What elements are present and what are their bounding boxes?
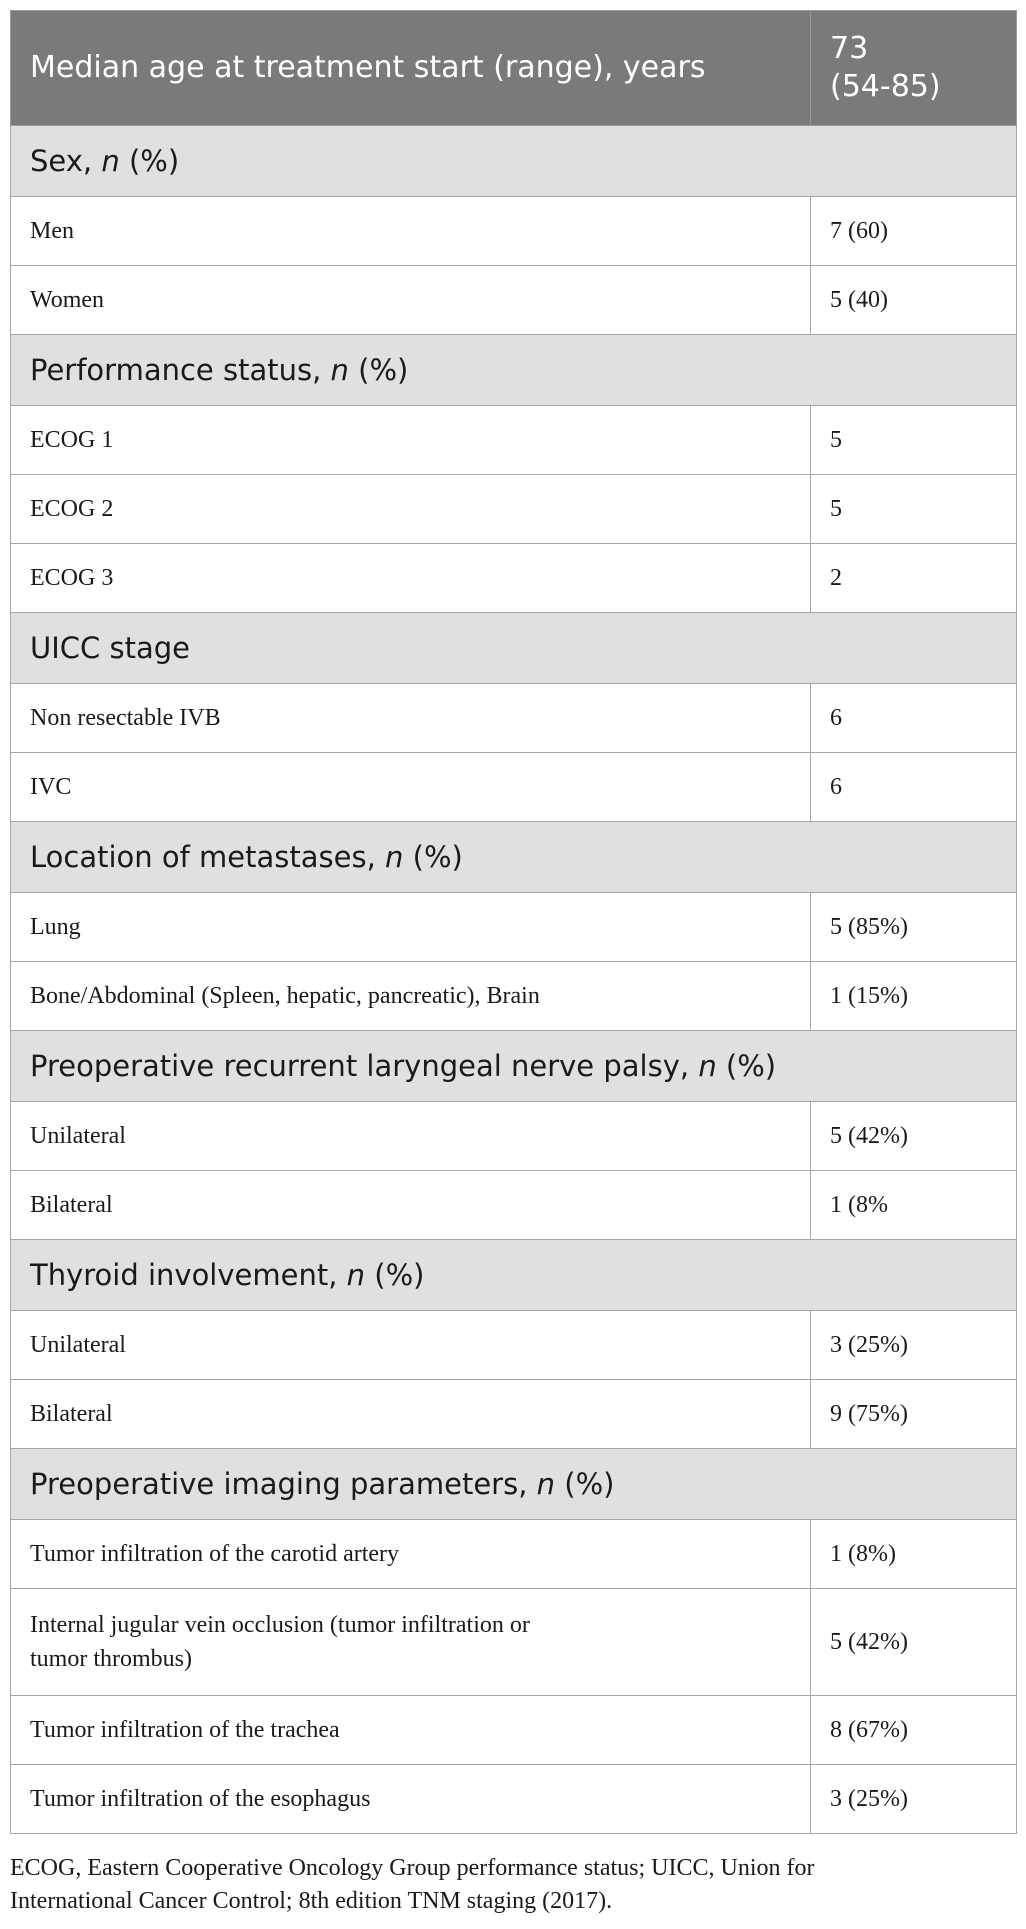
row-label: Unilateral [11,1311,811,1380]
row-label: ECOG 1 [11,406,811,475]
row-label: Tumor infiltration of the trachea [11,1696,811,1765]
table-row [11,406,1017,475]
row-value: 5 (85%) [811,893,1017,962]
row-label: Women [11,266,811,335]
row-label: Tumor infiltration of the carotid artery [11,1520,811,1589]
section-title-suffix: (%) [365,1258,425,1292]
table-row [11,197,1017,266]
table-row [11,962,1017,1031]
section-title [11,613,1017,684]
table-row [11,266,1017,335]
table-row [11,684,1017,753]
table-row [11,1311,1017,1380]
row-value: 1 (15%) [811,962,1017,1031]
section-title-text: Sex, [30,144,102,178]
row-value: 3 (25%) [811,1311,1017,1380]
row-value: 1 (8% [811,1171,1017,1240]
section-title-suffix: (%) [403,840,463,874]
row-label: Lung [11,893,811,962]
row-value: 5 [811,406,1017,475]
section-title-text: Performance status, [30,353,331,387]
row-value: 5 (40) [811,266,1017,335]
section-row [11,335,1017,406]
section-title [11,1240,1017,1311]
row-value: 3 (25%) [811,1765,1017,1834]
header-label: Median age at treatment start (range), years [11,11,811,126]
header-value-line1: 73 [830,31,869,66]
row-label: Unilateral [11,1102,811,1171]
section-title [11,335,1017,406]
row-label: ECOG 3 [11,544,811,613]
row-label [11,1589,811,1696]
row-value: 6 [811,684,1017,753]
table-row [11,1589,1017,1696]
section-row [11,1240,1017,1311]
table-row [11,1102,1017,1171]
section-title-text: Location of metastases, [30,840,386,874]
row-label: Non resectable IVB [11,684,811,753]
row-value: 1 (8%) [811,1520,1017,1589]
row-value: 5 (42%) [811,1102,1017,1171]
section-title-text: Thyroid involvement, [30,1258,347,1292]
footnote-line1: ECOG, Eastern Cooperative Oncology Group performance status; UICC, Union for [10,1855,815,1881]
row-label: ECOG 2 [11,475,811,544]
table-row [11,1520,1017,1589]
section-title-text: Preoperative recurrent laryngeal nerve palsy, [30,1049,699,1083]
row-value: 9 (75%) [811,1380,1017,1449]
header-value [811,11,1017,126]
row-label: Bilateral [11,1171,811,1240]
section-title-italic: n [385,840,404,874]
section-title [11,126,1017,197]
section-title-italic: n [698,1049,717,1083]
row-label: Bilateral [11,1380,811,1449]
row-label: Tumor infiltration of the esophagus [11,1765,811,1834]
section-row [11,1031,1017,1102]
section-title-suffix: (%) [348,353,409,387]
table-row [11,753,1017,822]
section-title-italic: n [536,1467,556,1501]
section-title-text: UICC stage [30,631,190,665]
table-row [11,893,1017,962]
section-title-italic: n [330,353,349,387]
row-value: 5 [811,475,1017,544]
section-row [11,1449,1017,1520]
row-label: IVC [11,753,811,822]
table-row [11,1380,1017,1449]
section-title-suffix: (%) [119,144,180,178]
table-footnote [10,1852,1016,1918]
section-title [11,1449,1017,1520]
row-label: Bone/Abdominal (Spleen, hepatic, pancreatic), Brain [11,962,811,1031]
table-row [11,1765,1017,1834]
table-container [10,10,1016,1834]
row-label: Men [11,197,811,266]
section-title-suffix: (%) [716,1049,777,1083]
row-value: 2 [811,544,1017,613]
footnote-line2: International Cancer Control; 8th edition TNM staging (2017). [10,1888,613,1914]
row-label-line1: Internal jugular vein occlusion (tumor infiltration or [30,1612,530,1638]
section-row [11,613,1017,684]
table-row [11,475,1017,544]
table-row [11,544,1017,613]
section-row [11,822,1017,893]
row-value: 5 (42%) [811,1589,1017,1696]
row-label-line2: tumor thrombus) [30,1646,192,1672]
section-title-suffix: (%) [555,1467,615,1501]
table-row [11,1696,1017,1765]
row-value: 7 (60) [811,197,1017,266]
table-header-row [11,11,1017,126]
table-row [11,1171,1017,1240]
section-title-italic: n [346,1258,366,1292]
section-row [11,126,1017,197]
row-value: 6 [811,753,1017,822]
section-title [11,822,1017,893]
row-value: 8 (67%) [811,1696,1017,1765]
section-title-text: Preoperative imaging parameters, [30,1467,537,1501]
section-title-italic: n [101,144,120,178]
patient-characteristics-table [10,10,1017,1834]
header-value-line2: (54-85) [830,69,941,104]
section-title [11,1031,1017,1102]
